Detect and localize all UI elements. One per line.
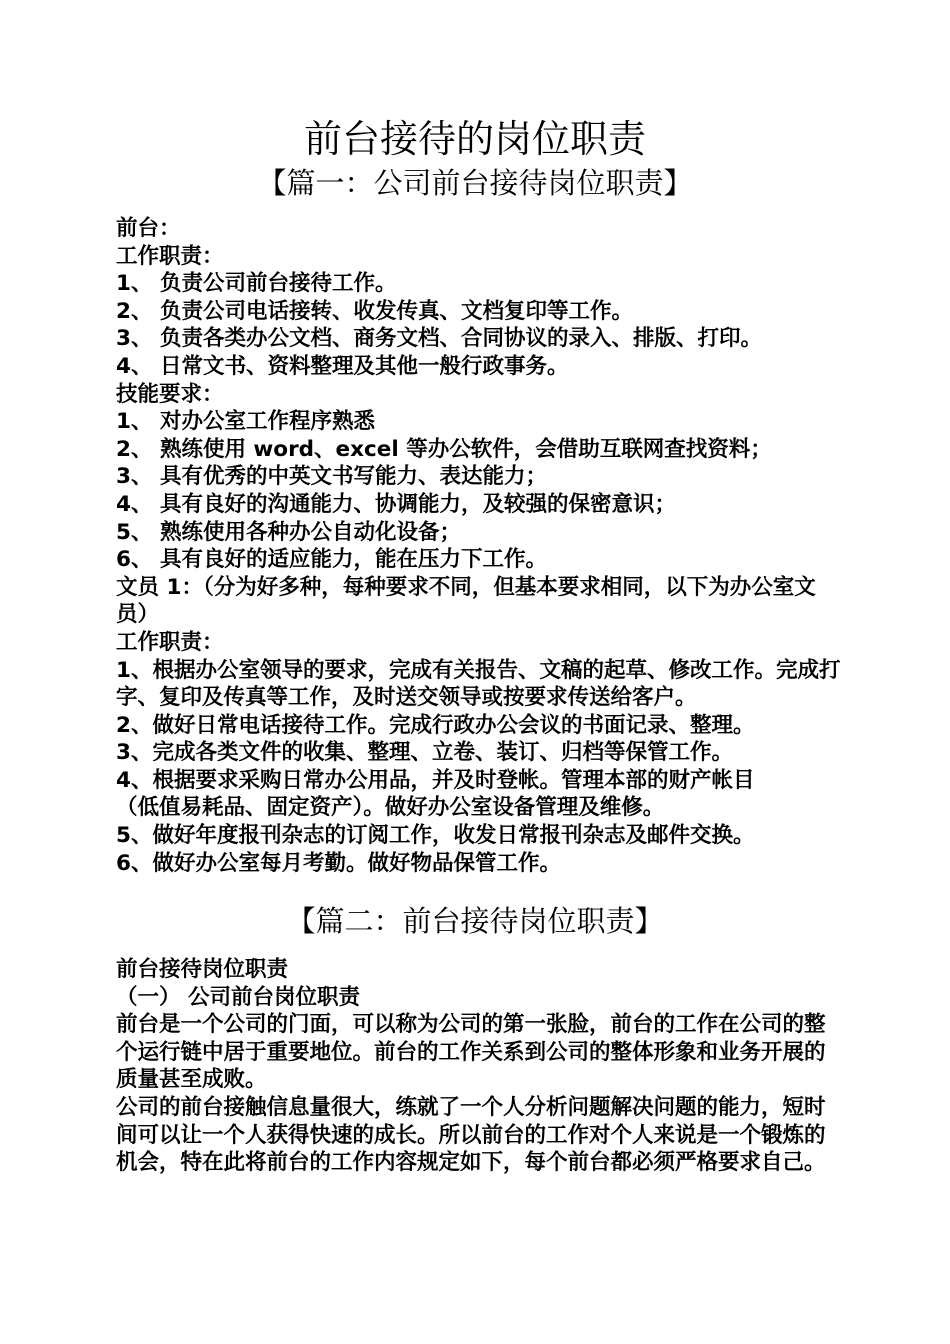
text-line: 前台： [116,216,181,241]
clerk-duties-label: 工作职责： [116,629,224,655]
text-line: 1、 负责公司前台接待工作。 [116,271,397,297]
section1-heading: 【篇一：公司前台接待岗位职责】 [257,166,693,200]
clerk-item-1: 1、根据办公室领导的要求，完成有关报告、文稿的起草、修改工作。完成打字、复印及传真等工作，及时送交领导或按要求传送给客户。 [116,657,841,711]
text-line: 2、 熟练使用 word、excel 等办公软件，会借助互联网查找资料； [116,436,772,462]
text-line: 4、 日常文书、资料整理及其他一般行政事务。 [116,353,569,379]
text-line: 3、 负责各类办公文档、商务文档、合同协议的录入、排版、打印。 [116,326,762,352]
text-line: 5、做好年度报刊杂志的订阅工作，收发日常报刊杂志及邮件交换。 [116,823,755,849]
section2-heading: 【篇二：前台接待岗位职责】 [286,904,664,938]
text-line: （低值易耗品、固定资产）。做好办公室设备管理及维修。 [116,795,665,821]
text-line: 3、完成各类文件的收集、整理、立卷、装订、归档等保管工作。 [116,740,733,766]
section1-body [116,215,846,877]
text-line: 2、 负责公司电话接转、收发传真、文档复印等工作。 [116,298,633,324]
text-line: 4、 具有良好的沟通能力、协调能力，及较强的保密意识； [116,491,676,517]
text-line: 3、 具有优秀的中英文书写能力、表达能力； [116,464,547,490]
text-line: 6、做好办公室每月考勤。做好物品保管工作。 [116,850,561,876]
clerk-intro: 文员 1：（分为好多种，每种要求不同，但基本要求相同，以下为办公室文员） [116,574,816,628]
text-line: 6、 具有良好的适应能力，能在压力下工作。 [116,547,547,573]
text-line: 工作职责： [116,243,224,269]
text-line: 5、 熟练使用各种办公自动化设备； [116,519,461,545]
text-line: 1、 对办公室工作程序熟悉 [116,409,375,435]
text-line: 技能要求： [116,381,224,407]
document-title: 前台接待的岗位职责 [303,117,646,161]
paragraph: 前台是一个公司的门面，可以称为公司的第一张脸，前台的工作在公司的整个运行链中居于重要地位。前台的工作关系到公司的整体形象和业务开展的质量甚至成败。 [116,1012,826,1093]
text-line: 2、做好日常电话接待工作。完成行政办公会议的书面记录、整理。 [116,712,755,738]
paragraph: 公司的前台接触信息量很大，练就了一个人分析问题解决问题的能力，短时间可以让一个人获得快速的成长。所以前台的工作对个人来说是一个锻炼的机会，特在此将前台的工作内容规定如下，每个前台都必须严格要求自己。 [116,1094,826,1176]
section2-subtitle: 前台接待岗位职责 [116,957,289,982]
text-line: 4、根据要求采购日常办公用品，并及时登帐。管理本部的财产帐目 [116,767,755,793]
section2-body [116,956,846,1177]
section2-subitem: （一） 公司前台岗位职责 [116,984,360,1010]
